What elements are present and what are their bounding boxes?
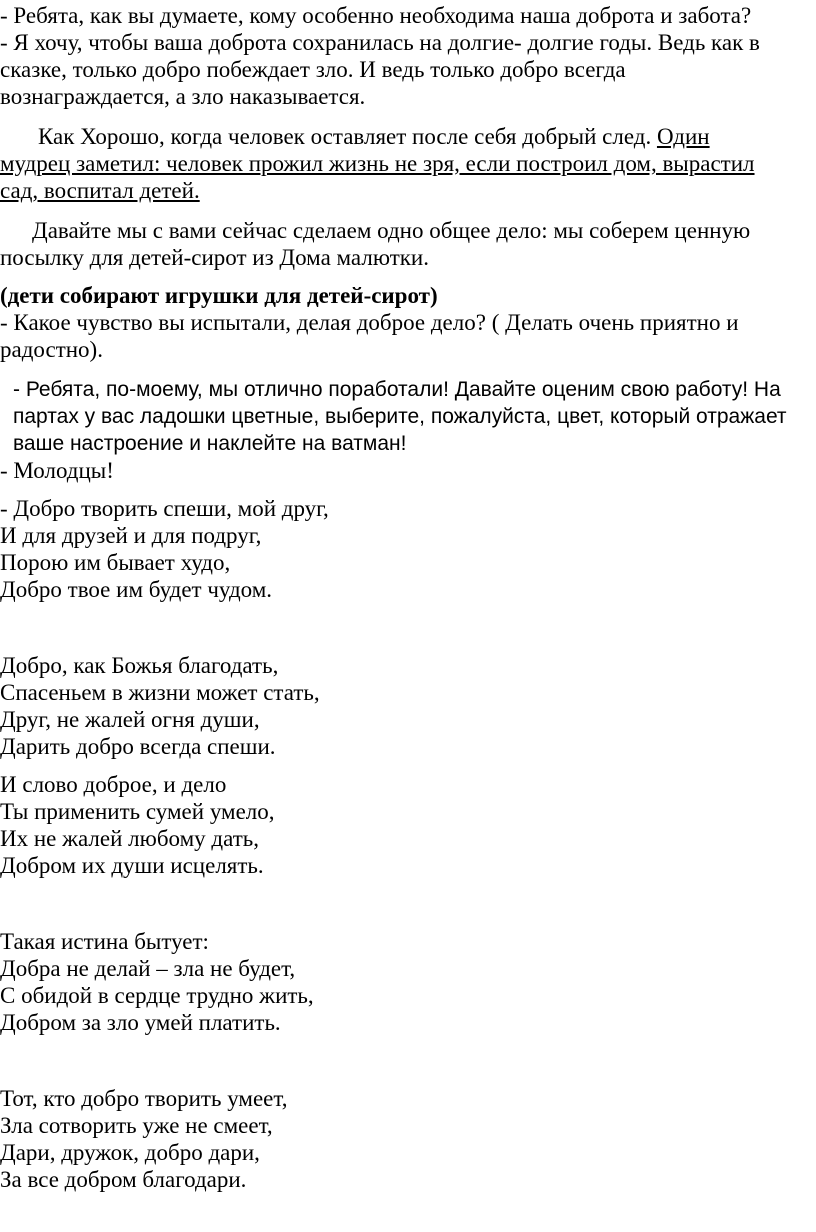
- poem-line: Добром за зло умей платить.: [0, 1010, 281, 1035]
- poem-line: С обидой в сердце трудно жить,: [0, 983, 314, 1008]
- poem-line: Такая истина бытует:: [0, 929, 209, 954]
- poem-stanza-5: [0, 1085, 816, 1193]
- intro-paragraph: [0, 2, 816, 110]
- poem-line: Дарить добро всегда спеши.: [0, 734, 276, 759]
- question-line: - Какое чувство вы испытали, делая доброе дело? ( Делать очень приятно и: [0, 310, 739, 335]
- poem-line: Ты применить сумей умело,: [0, 799, 275, 824]
- poem-stanza-2: [0, 652, 816, 760]
- poem-line: Добро твое им будет чудом.: [0, 577, 273, 602]
- stage-direction: (дети собирают игрушки для детей-сирот): [0, 283, 438, 308]
- poem-stanza-3: [0, 771, 816, 879]
- intro-line: - Я хочу, чтобы ваша доброта сохранилась на долгие- долгие годы. Ведь как в: [0, 30, 760, 55]
- poem-line: Зла сотворить уже не смеет,: [0, 1113, 273, 1138]
- poem-line: Их не жалей любому дать,: [0, 826, 260, 851]
- poem-line: Дари, дружок, добро дари,: [0, 1140, 260, 1165]
- wise-line-1: [0, 123, 816, 150]
- question-paragraph: [0, 309, 816, 363]
- poem-line: Добро, как Божья благодать,: [0, 653, 279, 678]
- poem-line: И для друзей и для подруг,: [0, 523, 262, 548]
- poem-line: Тот, кто добро творить умеет,: [0, 1086, 288, 1111]
- evaluation-paragraph: [0, 376, 816, 457]
- poem-line: Добра не делай – зла не будет,: [0, 956, 296, 981]
- poem-stanza-1: [0, 495, 816, 603]
- poem-stanza-4: [0, 928, 816, 1036]
- document-page: [0, 2, 816, 1193]
- evaluation-line: - Ребята, по-моему, мы отлично поработали! Давайте оценим свою работу! На: [13, 378, 781, 401]
- task-line: посылку для детей-сирот из Дома малютки.: [0, 245, 429, 270]
- intro-line: сказке, только добро побеждает зло. И ведь только добро всегда: [0, 57, 626, 82]
- evaluation-line: партах у вас ладошки цветные, выберите, пожалуйста, цвет, который отражает: [13, 405, 787, 428]
- intro-line: вознаграждается, а зло наказывается.: [0, 84, 366, 109]
- praise-line: - Молодцы!: [0, 458, 114, 483]
- wise-underlined-start: Один: [656, 124, 710, 149]
- wise-underlined-line: сад, воспитал детей.: [0, 178, 200, 203]
- task-paragraph: [0, 217, 816, 271]
- wise-underlined-line: мудрец заметил: человек прожил жизнь не зря, если построил дом, вырастил: [0, 151, 755, 176]
- poem-line: Друг, не жалей огня души,: [0, 707, 260, 732]
- evaluation-line: ваше настроение и наклейте на ватман!: [13, 432, 407, 455]
- poem-line: За все добром благодари.: [0, 1167, 247, 1192]
- wise-lead-text: Как Хорошо, когда человек оставляет после себя добрый след.: [38, 124, 652, 149]
- poem-line: Спасеньем в жизни может стать,: [0, 680, 320, 705]
- question-line: радостно).: [0, 337, 103, 362]
- wise-saying-paragraph: [0, 123, 816, 204]
- poem-line: - Добро творить спеши, мой друг,: [0, 496, 329, 521]
- task-line: Давайте мы с вами сейчас сделаем одно общее дело: мы соберем ценную: [32, 218, 751, 243]
- poem-line: Добром их души исцелять.: [0, 853, 264, 878]
- intro-line: - Ребята, как вы думаете, кому особенно необходима наша доброта и забота?: [0, 3, 752, 28]
- poem-line: Порою им бывает худо,: [0, 550, 231, 575]
- poem-line: И слово доброе, и дело: [0, 772, 227, 797]
